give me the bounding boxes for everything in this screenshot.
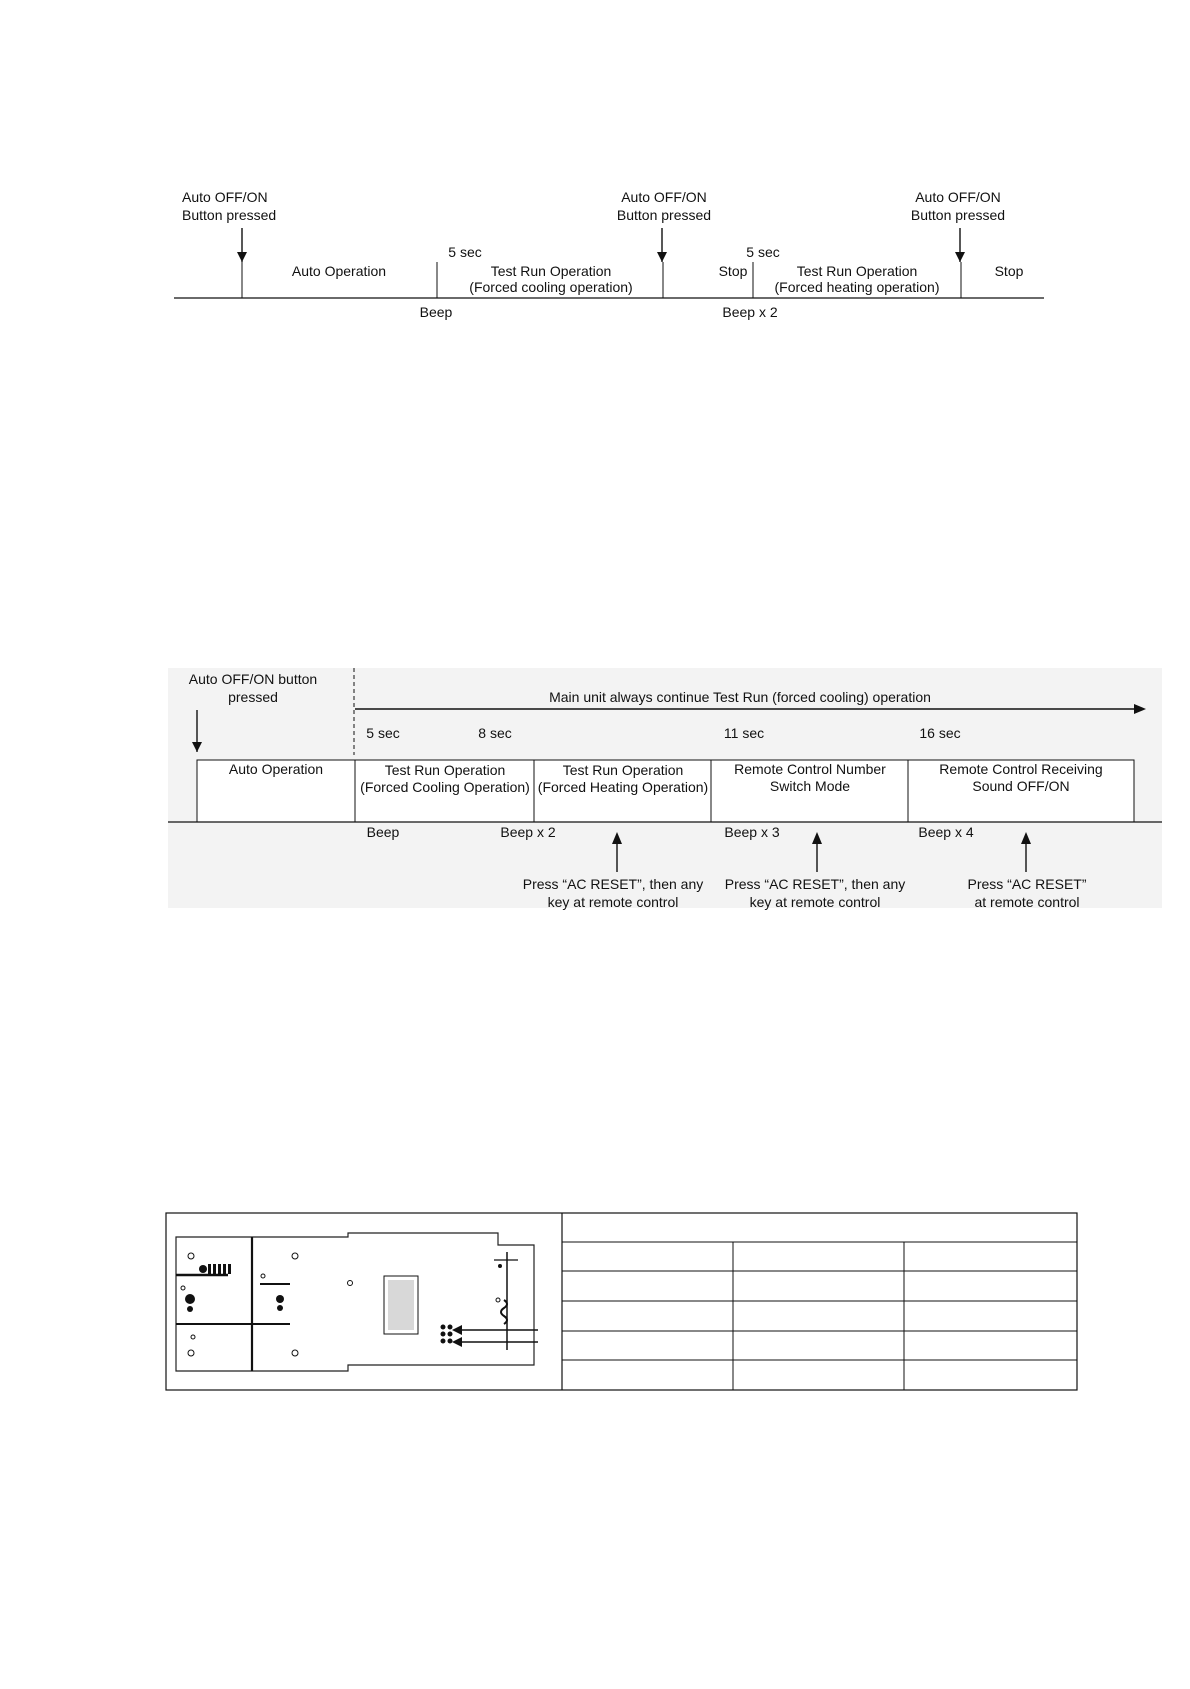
segment-auto-operation: Auto Operation xyxy=(228,761,324,777)
event-label-1-line2: Button pressed xyxy=(182,207,277,223)
down-arrow-icon xyxy=(237,228,247,262)
timer-label-2: 8 sec xyxy=(478,725,512,741)
timer-label-4: 16 sec xyxy=(919,725,961,741)
segment-receiving-sound-line2: Sound OFF/ON xyxy=(972,778,1070,794)
timer-label-1: 5 sec xyxy=(448,244,482,260)
down-arrow-icon xyxy=(955,228,965,262)
segment-test-run-heating-line1: Test Run Operation xyxy=(796,263,918,279)
press-label-line2: pressed xyxy=(228,689,278,705)
beep-label-1: Beep xyxy=(366,824,400,840)
beep-label-2: Beep x 2 xyxy=(500,824,556,840)
segment-receiving-sound-line1: Remote Control Receiving xyxy=(939,761,1103,777)
main-note: Main unit always continue Test Run (forced cooling) operation xyxy=(549,689,931,705)
beep-label-2: Beep x 2 xyxy=(722,304,778,320)
event-label-3-line1: Auto OFF/ON xyxy=(915,189,1001,205)
segment-test-run-heating-line1: Test Run Operation xyxy=(562,762,684,778)
segment-test-run-cooling-line2: (Forced cooling operation) xyxy=(469,279,633,295)
event-label-3-line2: Button pressed xyxy=(910,207,1006,223)
event-label-1-line1: Auto OFF/ON xyxy=(182,189,268,205)
segment-auto-operation: Auto Operation xyxy=(291,263,387,279)
timing-diagram-auto-button xyxy=(174,189,1044,320)
event-label-2-line2: Button pressed xyxy=(616,207,712,223)
timing-diagram-remote-modes xyxy=(168,668,1162,910)
down-arrow-icon xyxy=(657,228,667,262)
event-label-2-line1: Auto OFF/ON xyxy=(621,189,707,205)
segment-test-run-heating-line2: (Forced heating operation) xyxy=(774,279,940,295)
beep-label-4: Beep x 4 xyxy=(918,824,974,840)
instruction-2-line2: key at remote control xyxy=(749,894,881,910)
beep-label-1: Beep xyxy=(419,304,453,320)
segment-remote-number-line2: Switch Mode xyxy=(769,778,851,794)
instruction-1-line1: Press “AC RESET”, then any xyxy=(522,876,704,892)
segment-test-run-cooling-line1: Test Run Operation xyxy=(384,762,506,778)
timer-label-2: 5 sec xyxy=(746,244,780,260)
segment-test-run-cooling-line2: (Forced Cooling Operation) xyxy=(360,779,530,795)
segment-test-run-heating-line2: (Forced Heating Operation) xyxy=(537,779,709,795)
instruction-2-line1: Press “AC RESET”, then any xyxy=(724,876,906,892)
press-label-line1: Auto OFF/ON button xyxy=(188,671,318,687)
segment-stop-1: Stop xyxy=(718,263,748,279)
instruction-3-line1: Press “AC RESET” xyxy=(967,876,1087,892)
segment-test-run-cooling-line1: Test Run Operation xyxy=(490,263,612,279)
instruction-3-line2: at remote control xyxy=(974,894,1080,910)
segment-stop-2: Stop xyxy=(994,263,1024,279)
beep-label-3: Beep x 3 xyxy=(724,824,780,840)
timer-label-3: 11 sec xyxy=(723,725,765,741)
timer-label-1: 5 sec xyxy=(366,725,400,741)
instruction-1-line2: key at remote control xyxy=(547,894,679,910)
segment-remote-number-line1: Remote Control Number xyxy=(734,761,886,777)
